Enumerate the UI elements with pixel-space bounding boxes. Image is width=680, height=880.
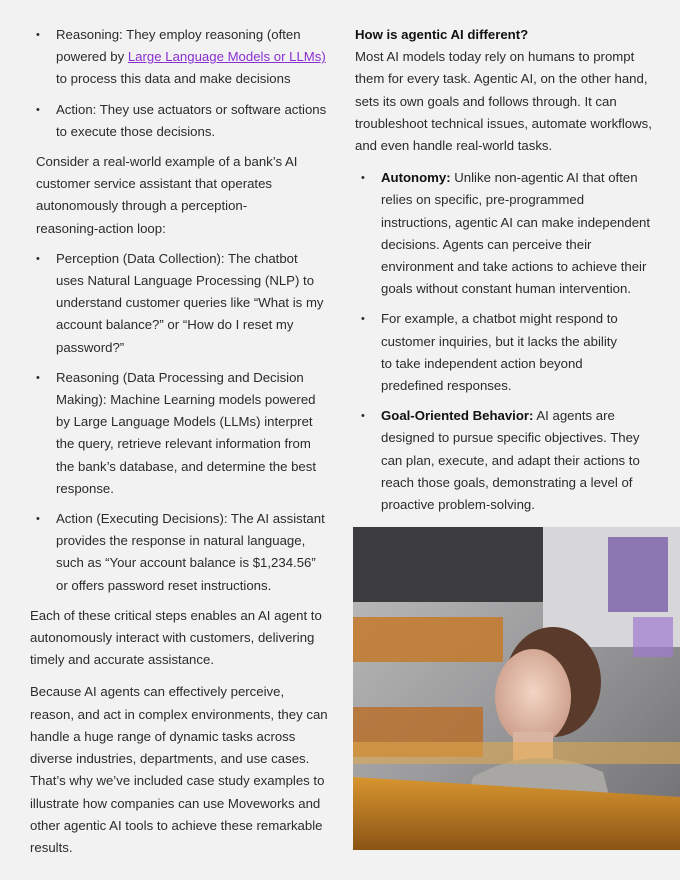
list-item (355, 405, 655, 516)
list-item (355, 308, 621, 397)
bullet-text: Unlike non-agentic AI that often relies on specific, pre-programmed instructions, agentic AI can make independent decisions. Agents can perceive their environment and take actions to achieve their goals without constant human intervention. (381, 170, 651, 297)
list-item (30, 24, 328, 91)
left-column (30, 24, 328, 867)
bullet-term: Goal-Oriented Behavior: (381, 408, 534, 424)
list-item (30, 99, 328, 143)
section-heading: How is agentic AI different? (355, 27, 529, 42)
paragraph: Because AI agents can effectively perceive, reason, and act in complex environments, they can handle a huge range of dynamic tasks across diverse industries, departments, and use cases. That’s why we’ve included case study examples to illustrate how companies can use Moveworks and other agentic AI tools to achieve these remarkable results. (30, 684, 328, 855)
example-bullet-list (30, 248, 328, 597)
top-bullet-list (30, 24, 328, 143)
list-item: • Perception (Data Collection): The chatbot uses Natural Language Processing (NLP) to understand customer queries like “What is my account balance?” or “How do I reset my password?” (30, 248, 324, 359)
intro-paragraph: Most AI models today rely on humans to prompt them for every task. Agentic AI, on the other hand, sets its own goals and follows through. It can troubleshoot technical issues, automate workflows, and even handle real-world tasks. (355, 49, 652, 154)
bullet-text: Action: They use actuators or software actions to execute those decisions. (56, 101, 327, 139)
bullet-term: Autonomy: (381, 170, 451, 186)
list-item: • Reasoning (Data Processing and Decision Making): Machine Learning models powered by Large Language Models (LLMs) interpret the query, retrieve relevant information from the bank’s database, and determine the best response. (30, 367, 328, 500)
intro-paragraph: Consider a real-world example of a bank’s AI customer service assistant that operates autonomously through a perception-reasoning-action loop: (36, 154, 298, 236)
photo-person-at-desk (353, 527, 680, 850)
paragraph: Each of these critical steps enables an AI agent to autonomously interact with customers, delivering timely and accurate assistance. (30, 607, 322, 668)
list-item: • Action (Executing Decisions): The AI assistant provides the response in natural language, such as “Your account balance is $1,234.56” or offers password reset instructions. (30, 508, 328, 597)
right-column (355, 24, 655, 524)
photo-illustration (353, 527, 680, 850)
difference-bullet-list (355, 167, 655, 516)
llm-link[interactable]: Large Language Models or LLMs) (127, 49, 326, 65)
bullet-text: to process this data and make decisions (56, 71, 291, 87)
bullet-text: Reasoning: They employ reasoning (often powered by (56, 27, 301, 65)
bullet-text: AI agents are designed to pursue specific objectives. They can plan, execute, and adapt their actions to reach those goals, demonstrating a level of proactive problem-solving. (381, 408, 640, 513)
list-item (355, 167, 655, 300)
bullet-text: For example, a chatbot might respond to customer inquiries, but it lacks the ability to take independent action beyond predefined responses. (381, 311, 618, 394)
